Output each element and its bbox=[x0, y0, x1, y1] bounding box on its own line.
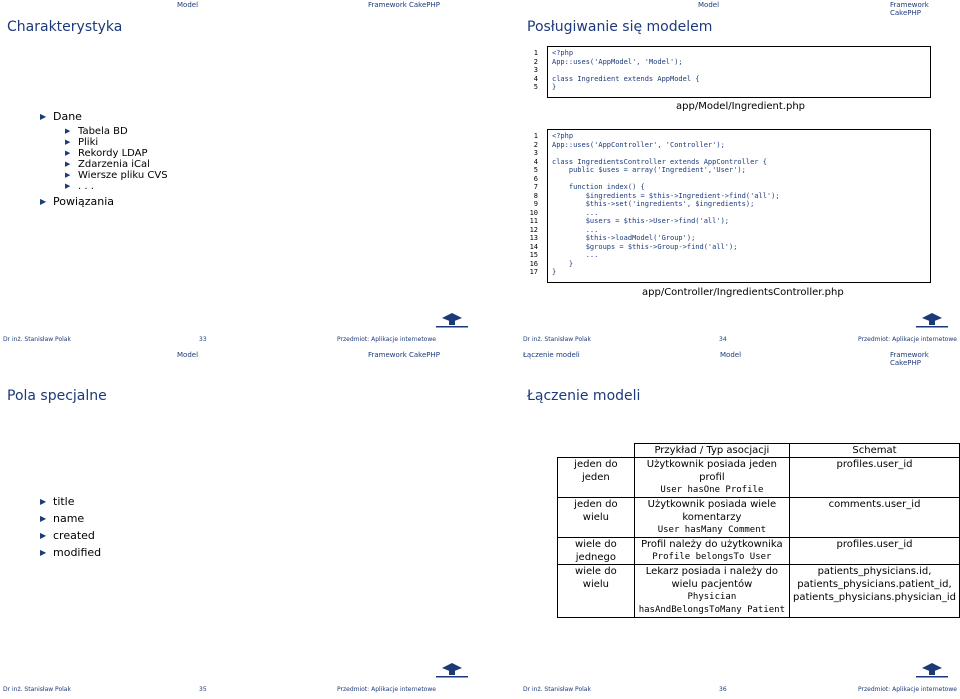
line-number: 13 bbox=[529, 234, 538, 242]
slide-34 bbox=[480, 0, 960, 349]
table-row bbox=[558, 565, 960, 618]
code-line: $groups = $this->Group->find('all'); bbox=[552, 242, 738, 251]
slide-footer bbox=[0, 686, 480, 696]
example-cell: Użytkownik posiada jeden profil User hasOne Profile bbox=[634, 458, 789, 498]
slide-footer bbox=[0, 336, 480, 346]
header-section: Model bbox=[177, 1, 199, 9]
slide-35 bbox=[0, 350, 480, 699]
bullet-list bbox=[40, 493, 101, 561]
table-row bbox=[558, 538, 960, 565]
schema-cell: profiles.user_id bbox=[790, 538, 960, 565]
sub-item: ▶ . . . bbox=[65, 181, 168, 192]
sub-list bbox=[53, 126, 168, 192]
bullet-dane: ▶ Dane ▶ Tabela BD ▶ Pliki ▶ Rekordy LDAP ▶ Zdarzenia iCal ▶ Wiersze pliku CVS ▶ . . . bbox=[40, 110, 168, 192]
type-cell: wiele do wielu bbox=[558, 565, 635, 618]
line-number: 16 bbox=[529, 259, 538, 268]
slide-header bbox=[0, 1, 480, 11]
code-line: public $uses = array('Ingredient','User'); bbox=[552, 166, 746, 174]
footer-author: Dr inż. Stanisław Polak bbox=[3, 686, 71, 693]
code-line: } bbox=[552, 83, 557, 91]
line-number: 10 bbox=[529, 208, 538, 217]
code-line: } bbox=[552, 259, 574, 268]
line-number: 17 bbox=[529, 268, 538, 276]
header-cell: Schemat bbox=[790, 444, 960, 458]
footer-subject: Przedmiot: Aplikacje internetowe bbox=[858, 686, 957, 693]
bullet-list bbox=[40, 110, 168, 209]
footer-subject: Przedmiot: Aplikacje internetowe bbox=[858, 336, 957, 343]
line-number: 2 bbox=[533, 57, 538, 66]
footer-page: 33 bbox=[199, 336, 207, 343]
header-section: Model bbox=[720, 351, 742, 359]
slide-footer bbox=[480, 336, 960, 346]
line-number: 4 bbox=[533, 157, 538, 166]
sub-item: ▶ Rekordy LDAP bbox=[65, 148, 168, 159]
bullet-item: ▶ modified bbox=[40, 544, 101, 561]
type-cell: wiele do jednego bbox=[558, 538, 635, 565]
code-line: ... bbox=[552, 208, 599, 217]
code-line: $this->set('ingredients', $ingredients); bbox=[552, 200, 755, 208]
header-subsection: Łączenie modeli bbox=[523, 351, 580, 359]
code-line: <?php bbox=[552, 49, 574, 57]
code-line: App::uses('AppModel', 'Model'); bbox=[552, 57, 683, 66]
bullet-item: ▶ created bbox=[40, 527, 101, 544]
sub-item: ▶ Zdarzenia iCal bbox=[65, 159, 168, 170]
bullet-item: ▶ name bbox=[40, 510, 101, 527]
line-number: 6 bbox=[533, 174, 538, 183]
university-logo-icon bbox=[432, 311, 472, 329]
code-line: $ingredients = $this->Ingredient->find('all'); bbox=[552, 191, 780, 200]
slide-header bbox=[0, 351, 480, 361]
slide-header bbox=[480, 1, 960, 17]
header-topic: Framework CakePHP bbox=[368, 1, 440, 9]
line-number: 2 bbox=[533, 140, 538, 149]
line-number: 9 bbox=[533, 200, 538, 208]
bullet-item: ▶ title bbox=[40, 493, 101, 510]
code-line: ... bbox=[552, 225, 599, 234]
code-line: <?php bbox=[552, 132, 574, 140]
footer-subject: Przedmiot: Aplikacje internetowe bbox=[337, 336, 436, 343]
schema-cell: patients_physicians.id, patients_physicians.patient_id, patients_physicians.physician_id bbox=[790, 565, 960, 618]
code-line: class Ingredient extends AppModel { bbox=[552, 74, 700, 83]
code-block-model bbox=[547, 46, 931, 98]
line-number: 1 bbox=[533, 132, 538, 140]
sub-item: ▶ Pliki bbox=[65, 137, 168, 148]
line-number: 8 bbox=[533, 191, 538, 200]
slide-33 bbox=[0, 0, 480, 349]
slide-title: Charakterystyka bbox=[7, 19, 123, 35]
code-caption-controller: app/Controller/IngredientsController.php bbox=[642, 287, 844, 298]
header-topic: Framework CakePHP bbox=[890, 1, 929, 17]
footer-page: 35 bbox=[199, 686, 207, 693]
line-number: 15 bbox=[529, 251, 538, 259]
header-cell bbox=[558, 444, 635, 458]
line-number: 3 bbox=[533, 149, 538, 157]
line-number: 12 bbox=[529, 225, 538, 234]
code-caption-model: app/Model/Ingredient.php bbox=[676, 101, 806, 112]
type-cell: jeden do jeden bbox=[558, 458, 635, 498]
schema-cell: comments.user_id bbox=[790, 498, 960, 538]
university-logo-icon bbox=[432, 661, 472, 679]
footer-page: 34 bbox=[719, 336, 727, 343]
code-line: $users = $this->User->find('all'); bbox=[552, 217, 730, 225]
code-line: $this->loadModel('Group'); bbox=[552, 234, 696, 242]
code-line: function index() { bbox=[552, 183, 645, 191]
line-number: 3 bbox=[533, 66, 538, 74]
footer-author: Dr inż. Stanisław Polak bbox=[523, 686, 591, 693]
line-number: 1 bbox=[533, 49, 538, 57]
header-cell: Przykład / Typ asocjacji bbox=[634, 444, 789, 458]
line-number: 14 bbox=[529, 242, 538, 251]
slide-title: Łączenie modeli bbox=[527, 388, 641, 404]
line-number: 11 bbox=[529, 217, 538, 225]
footer-author: Dr inż. Stanisław Polak bbox=[3, 336, 71, 343]
footer-author: Dr inż. Stanisław Polak bbox=[523, 336, 591, 343]
header-topic: Framework CakePHP bbox=[368, 351, 440, 359]
university-logo-icon bbox=[912, 661, 952, 679]
code-line: } bbox=[552, 268, 557, 276]
header-topic: Framework CakePHP bbox=[890, 351, 929, 367]
slide-title: Pola specjalne bbox=[7, 388, 107, 404]
bullet-powiazania: ▶ Powiązania bbox=[40, 195, 168, 209]
code-line: App::uses('AppController', 'Controller'); bbox=[552, 140, 725, 149]
line-number: 4 bbox=[533, 74, 538, 83]
university-logo-icon bbox=[912, 311, 952, 329]
header-section: Model bbox=[698, 1, 720, 9]
footer-page: 36 bbox=[719, 686, 727, 693]
line-number: 5 bbox=[533, 166, 538, 174]
code-line: class IngredientsController extends AppController { bbox=[552, 157, 767, 166]
footer-subject: Przedmiot: Aplikacje internetowe bbox=[337, 686, 436, 693]
table-header-row bbox=[558, 444, 960, 458]
example-cell: Profil należy do użytkownika Profile belongsTo User bbox=[634, 538, 789, 565]
line-number: 7 bbox=[533, 183, 538, 191]
example-cell: Użytkownik posiada wiele komentarzy User hasMany Comment bbox=[634, 498, 789, 538]
sub-item: ▶ Wiersze pliku CVS bbox=[65, 170, 168, 181]
sub-item: ▶ Tabela BD bbox=[65, 126, 168, 137]
schema-cell: profiles.user_id bbox=[790, 458, 960, 498]
association-table bbox=[557, 443, 960, 618]
table-row bbox=[558, 458, 960, 498]
slide-header bbox=[480, 351, 960, 367]
slide-title: Posługiwanie się modelem bbox=[527, 19, 713, 35]
slide-footer bbox=[480, 686, 960, 696]
table-row bbox=[558, 498, 960, 538]
line-number: 5 bbox=[533, 83, 538, 91]
header-section: Model bbox=[177, 351, 199, 359]
type-cell: jeden do wielu bbox=[558, 498, 635, 538]
code-line: ... bbox=[552, 251, 599, 259]
example-cell: Lekarz posiada i należy do wielu pacjentów Physician hasAndBelongsToMany Patient bbox=[634, 565, 789, 618]
